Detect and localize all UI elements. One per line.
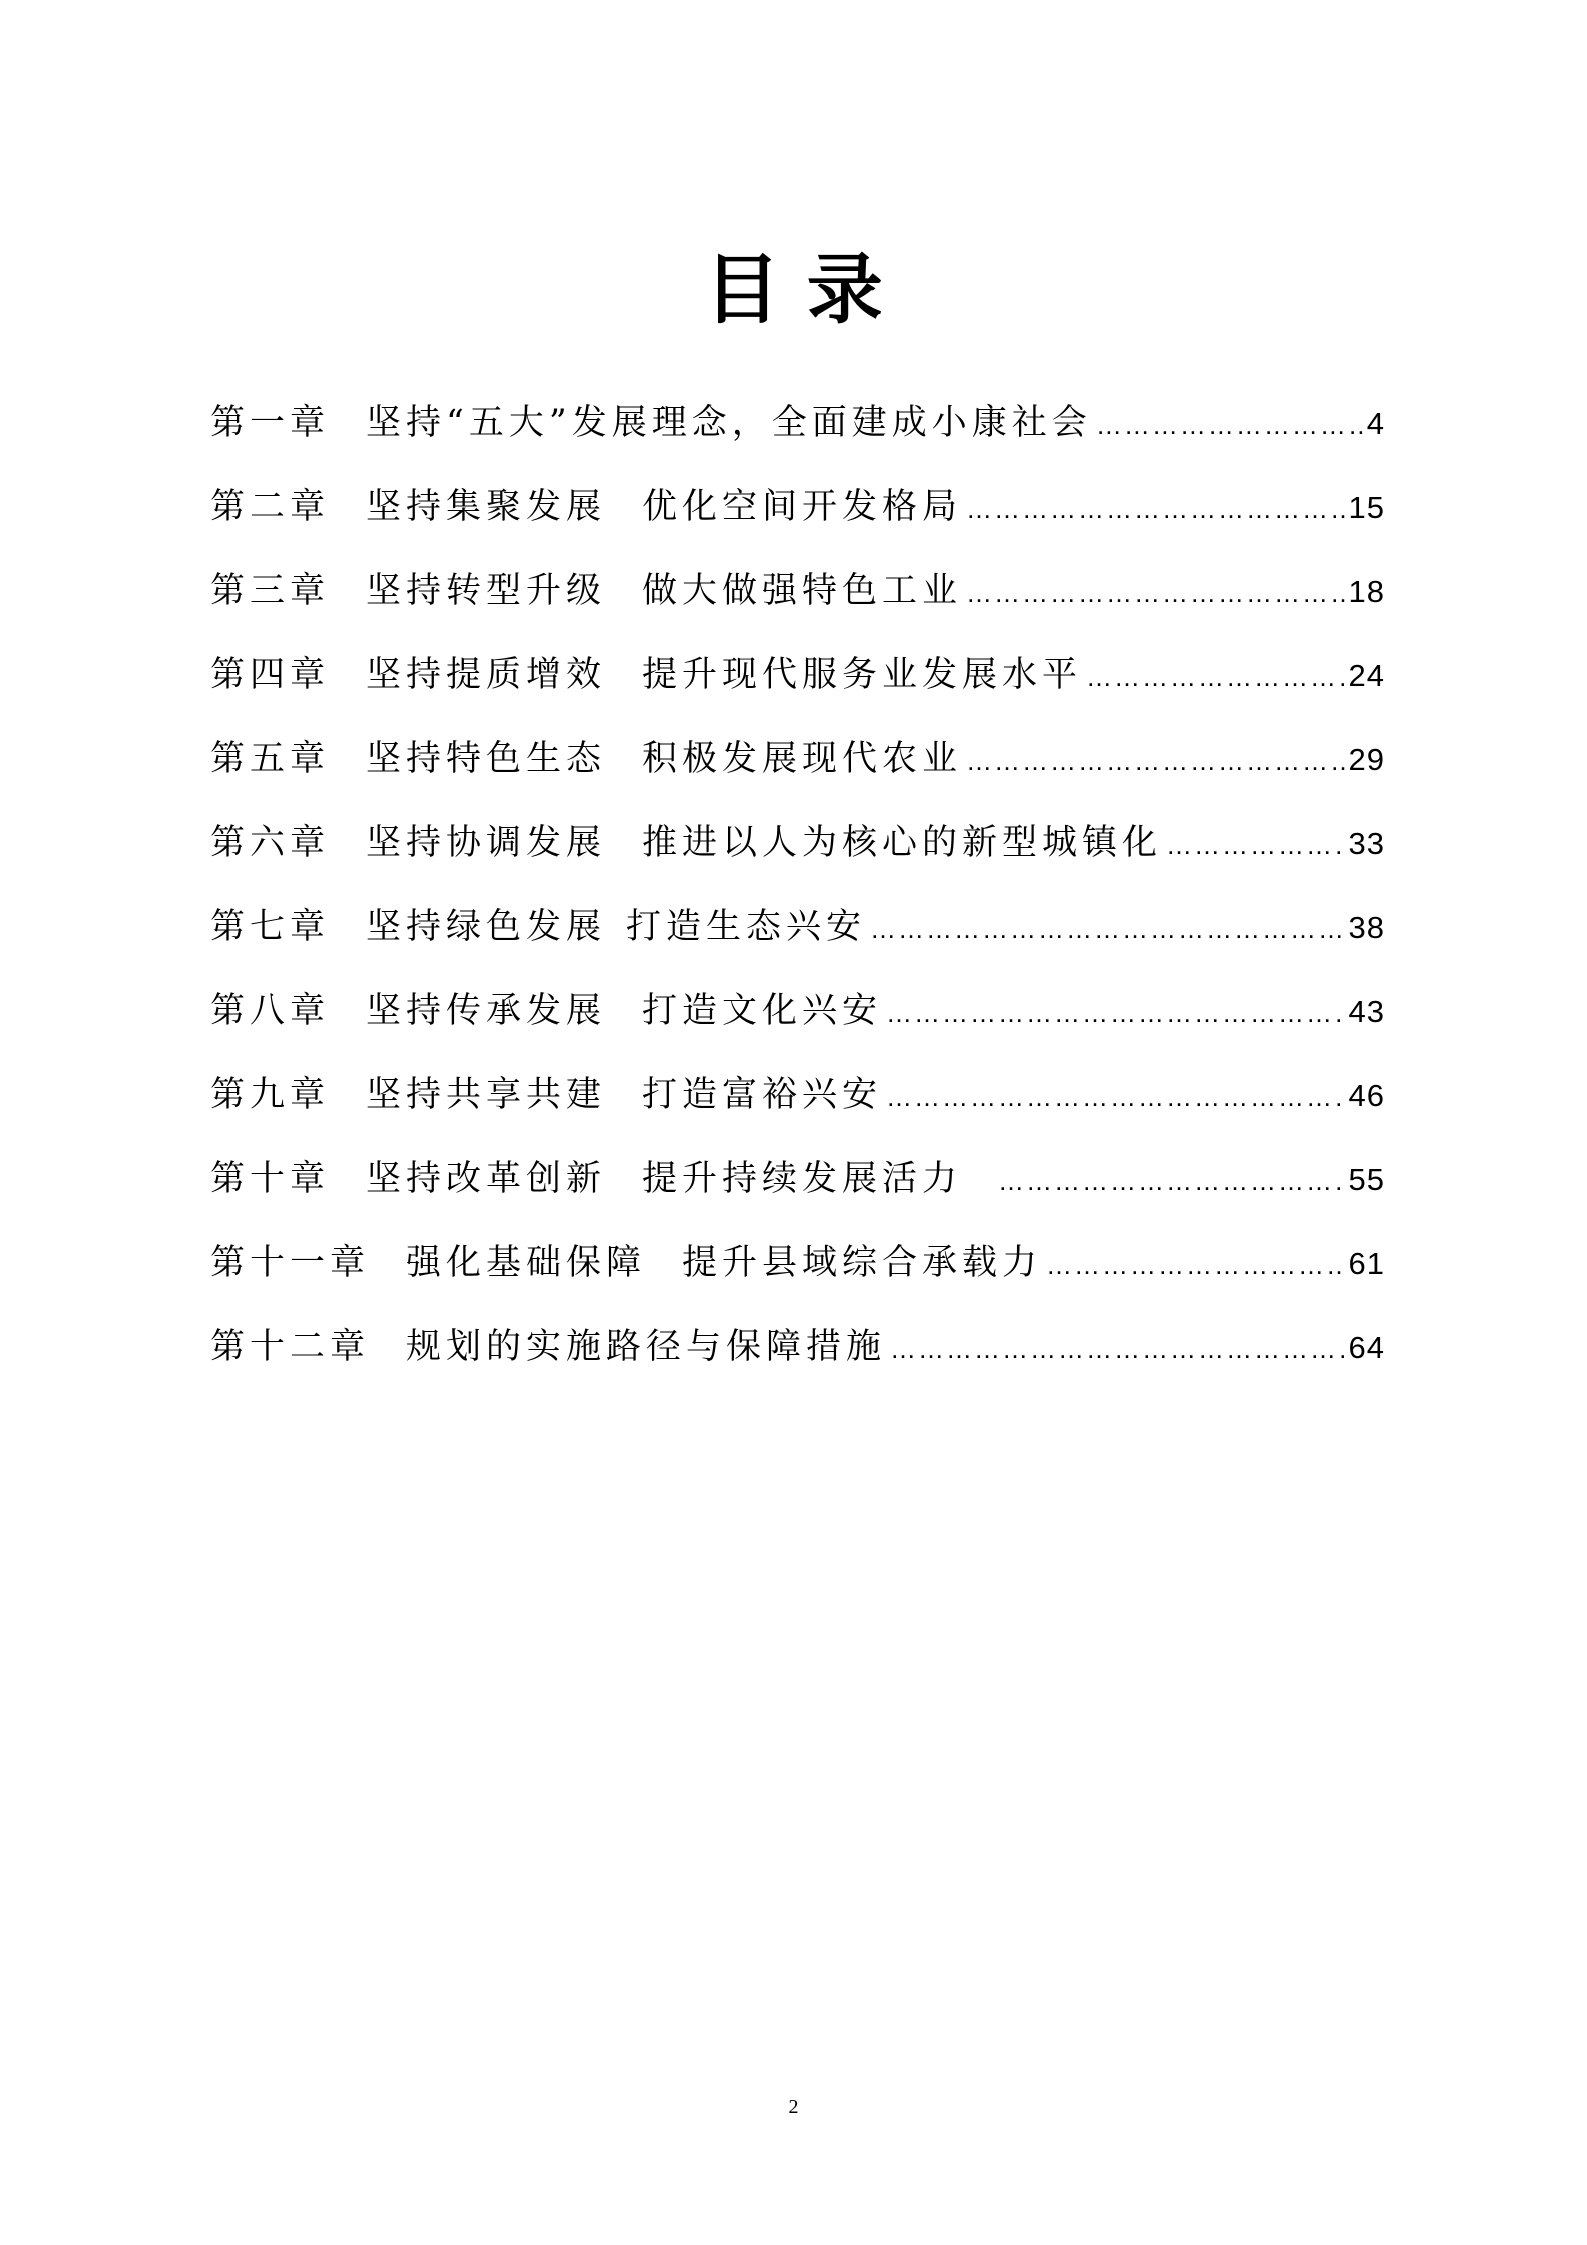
toc-title: 坚持转型升级 [366, 571, 607, 611]
toc-chapter: 第七章 [210, 907, 331, 947]
toc-page: 33 [1348, 826, 1385, 861]
toc-entry-6[interactable] [210, 815, 1385, 899]
toc-leader [966, 746, 1344, 777]
toc-title: 坚持传承发展 [366, 991, 607, 1031]
toc-title: 规划的实施路径与保障措施 [406, 1327, 887, 1367]
toc-subtitle: 做大做强特色工业 [642, 571, 963, 611]
toc-title: 坚持特色生态 [366, 739, 607, 779]
toc-chapter: 第一章 [210, 403, 331, 443]
toc-subtitle: 推进以人为核心的新型城镇化 [642, 823, 1163, 863]
toc-subtitle: 提升现代服务业发展水平 [642, 655, 1083, 695]
toc-page: 38 [1348, 910, 1385, 945]
toc-page: 4 [1366, 406, 1385, 441]
toc-title: 坚持“五大”发展理念，全面建成小康社会 [366, 403, 1092, 443]
toc-subtitle: 打造文化兴安 [642, 991, 883, 1031]
toc-leader [886, 998, 1344, 1029]
toc-leader [870, 914, 1344, 945]
toc-leader [966, 494, 1344, 525]
toc-leader [1096, 410, 1363, 441]
toc-entry-4[interactable] [210, 647, 1385, 731]
toc-page: 61 [1348, 1246, 1385, 1281]
toc-page: 18 [1348, 574, 1385, 609]
toc-chapter: 第三章 [210, 571, 331, 611]
toc-subtitle: 优化空间开发格局 [642, 487, 963, 527]
toc-title: 坚持提质增效 [366, 655, 607, 695]
toc-page: 15 [1348, 490, 1385, 525]
toc-subtitle: 打造富裕兴安 [642, 1075, 883, 1115]
toc-leader [998, 1166, 1344, 1197]
toc-leader [966, 578, 1344, 609]
toc-entry-10[interactable] [210, 1151, 1385, 1235]
toc-chapter: 第十二章 [210, 1327, 371, 1367]
toc-page: 46 [1348, 1078, 1385, 1113]
toc-entry-2[interactable] [210, 479, 1385, 563]
toc-title: 坚持绿色发展 [366, 907, 607, 947]
toc-leader [890, 1334, 1344, 1365]
toc-chapter: 第四章 [210, 655, 331, 695]
toc-subtitle: 积极发展现代农业 [642, 739, 963, 779]
toc-chapter: 第十一章 [210, 1243, 371, 1283]
toc-page: 24 [1348, 658, 1385, 693]
toc-entry-1[interactable] [210, 395, 1385, 479]
toc-chapter: 第六章 [210, 823, 331, 863]
toc-page: 43 [1348, 994, 1385, 1029]
toc-page: 29 [1348, 742, 1385, 777]
toc-chapter: 第五章 [210, 739, 331, 779]
toc-entry-5[interactable] [210, 731, 1385, 815]
toc-title: 坚持改革创新 [366, 1159, 607, 1199]
toc-title: 坚持共享共建 [366, 1075, 607, 1115]
toc-entry-3[interactable] [210, 563, 1385, 647]
toc-subtitle: 打造生态兴安 [626, 907, 867, 947]
toc-entry-11[interactable] [210, 1235, 1385, 1319]
toc-subtitle: 提升县域综合承载力 [682, 1243, 1043, 1283]
page-number: 2 [788, 2096, 799, 2118]
toc-page: 55 [1348, 1162, 1385, 1197]
toc-entry-9[interactable] [210, 1067, 1385, 1151]
toc-subtitle: 提升持续发展活力 [642, 1159, 963, 1199]
toc-leader [1166, 830, 1344, 861]
toc-entry-12[interactable] [210, 1319, 1385, 1403]
toc-title: 坚持集聚发展 [366, 487, 607, 527]
toc-leader [1046, 1250, 1344, 1281]
table-of-contents [210, 395, 1385, 1403]
toc-title: 坚持协调发展 [366, 823, 607, 863]
toc-entry-7[interactable] [210, 899, 1385, 983]
toc-leader [1086, 662, 1344, 693]
toc-page: 64 [1348, 1330, 1385, 1365]
page-title: 目 录 [704, 245, 883, 334]
toc-title: 强化基础保障 [406, 1243, 647, 1283]
toc-chapter: 第十章 [210, 1159, 331, 1199]
toc-chapter: 第二章 [210, 487, 331, 527]
toc-chapter: 第九章 [210, 1075, 331, 1115]
toc-chapter: 第八章 [210, 991, 331, 1031]
toc-entry-8[interactable] [210, 983, 1385, 1067]
toc-leader [886, 1082, 1344, 1113]
